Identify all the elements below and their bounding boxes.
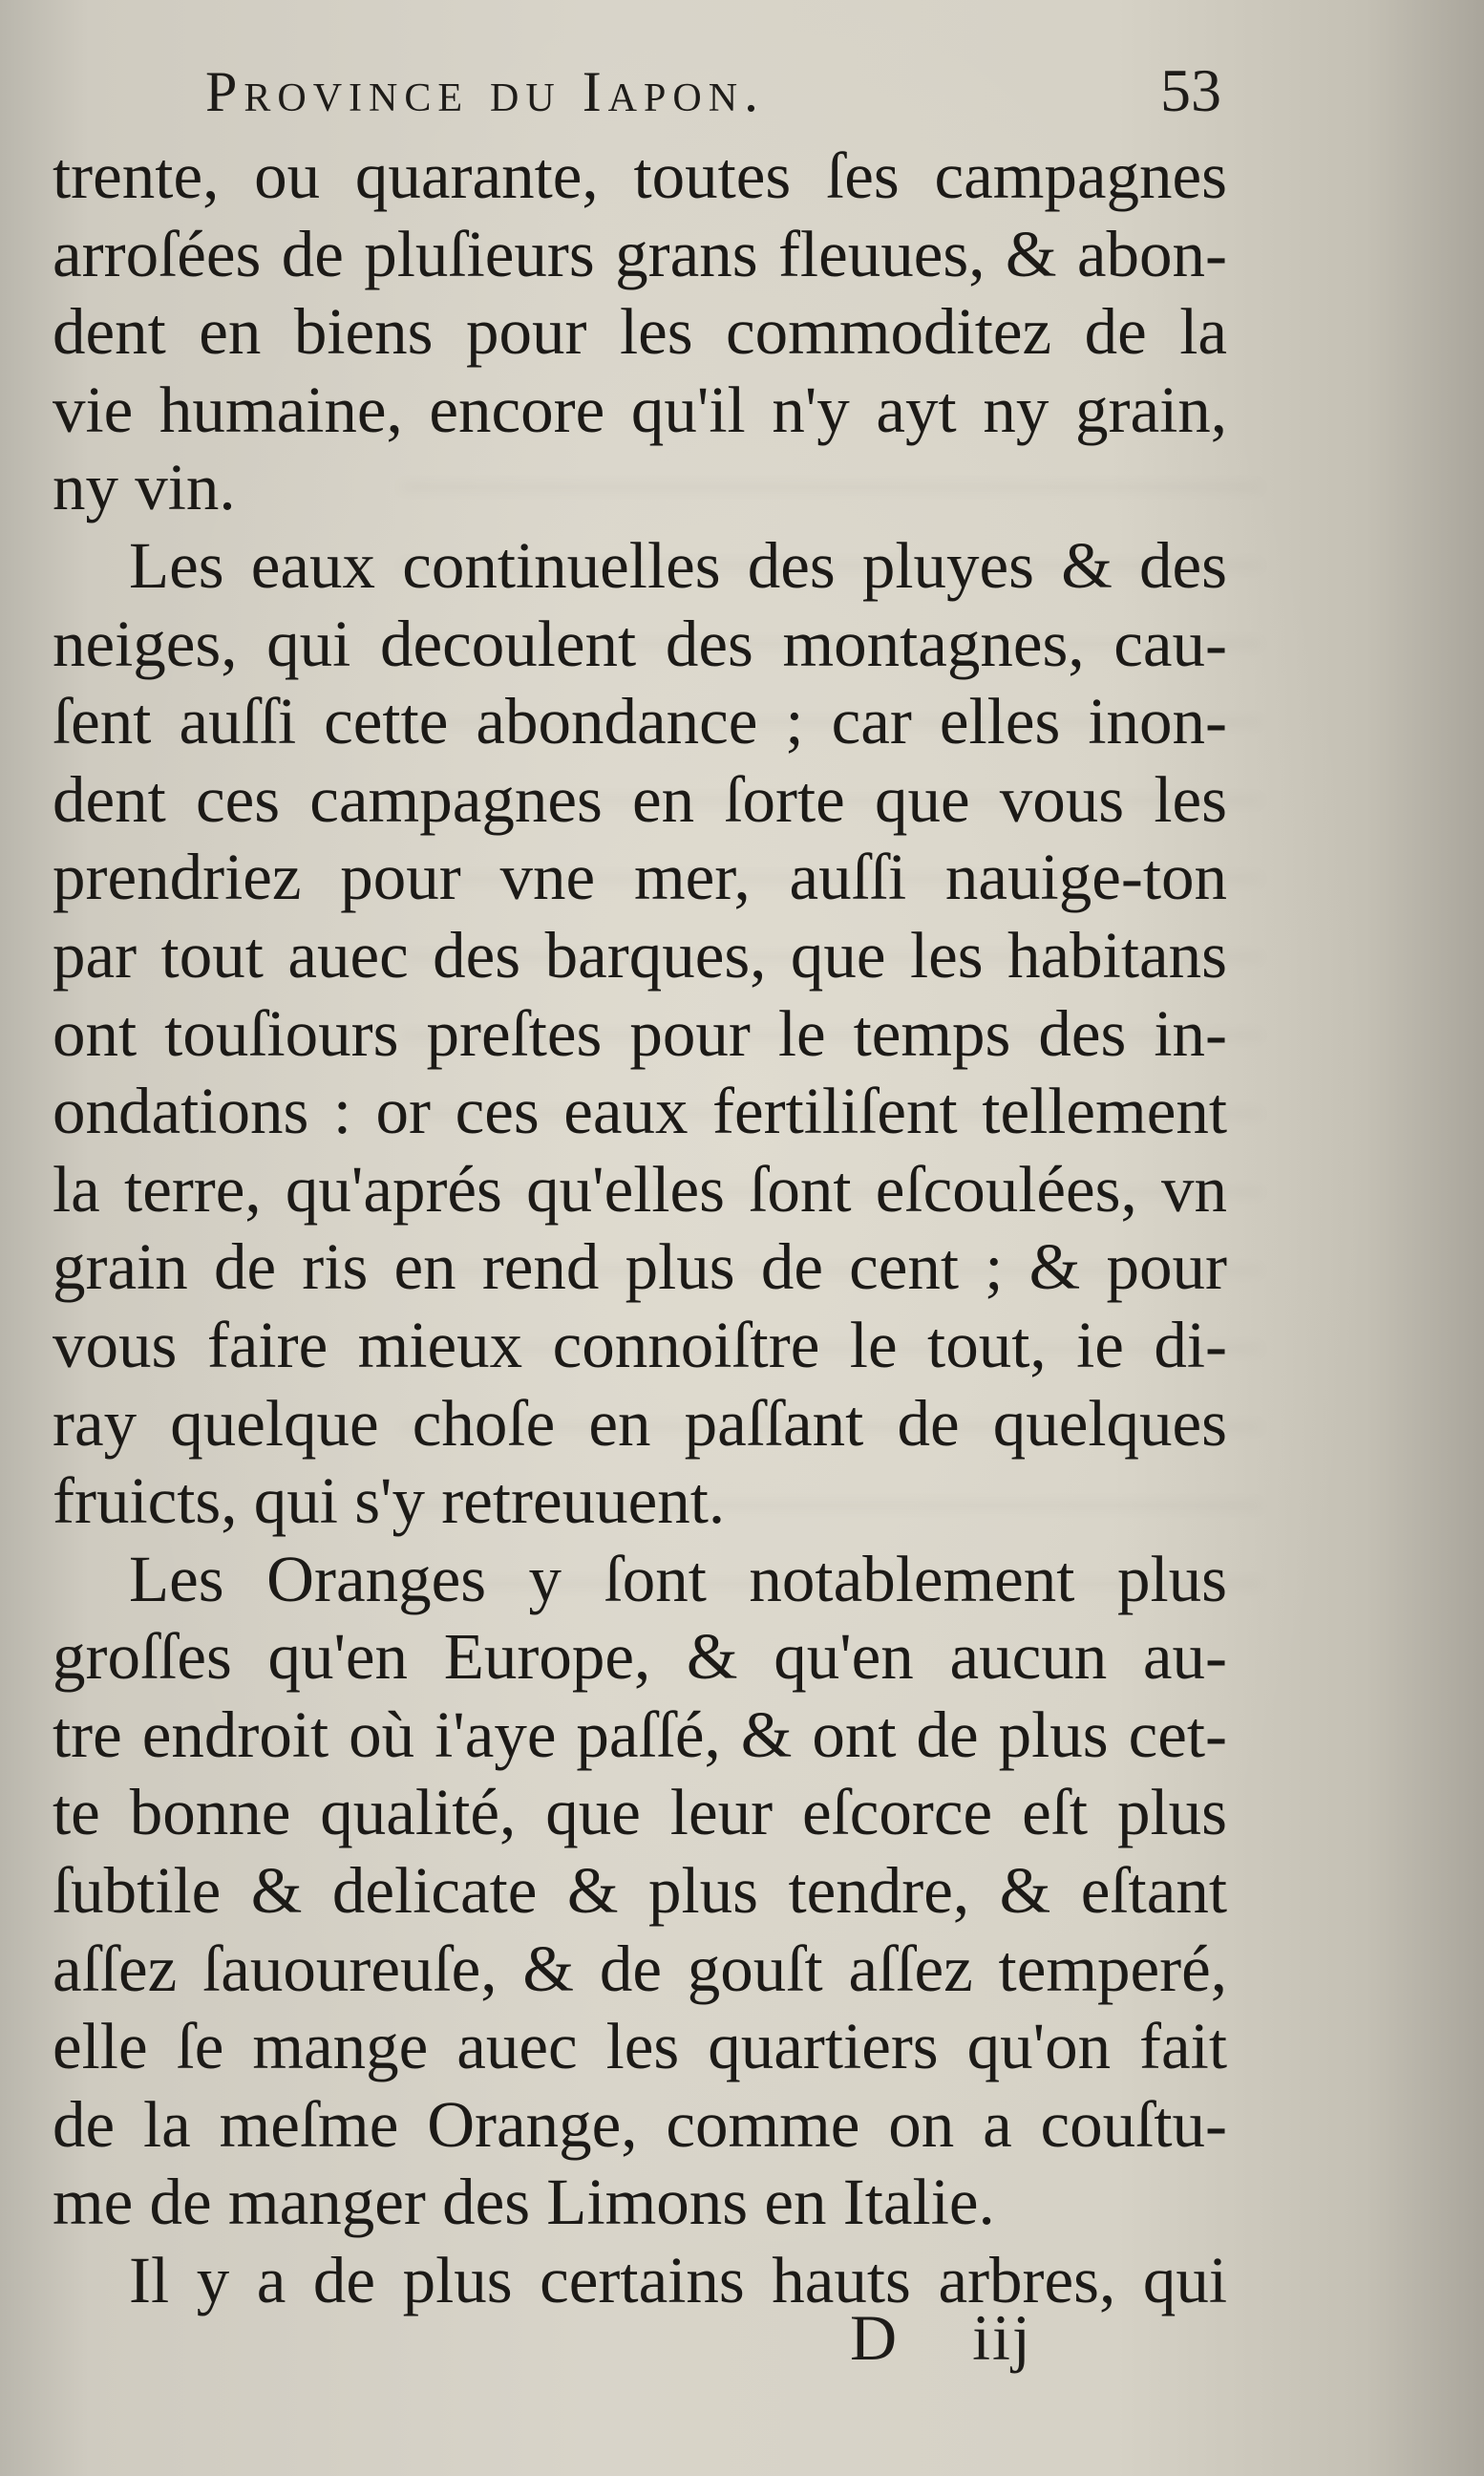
running-title: Province du Iapon. [205, 60, 766, 123]
text-line: ſent auſſi cette abondance ; car elles inon- [53, 685, 1227, 758]
text-line: la terre, qu'aprés qu'elles ſont eſcoulées, vn [53, 1152, 1227, 1226]
paragraph-start-line: Il y a de plus certains hauts arbres, qui [129, 2244, 1227, 2317]
text-line: de la meſme Orange, comme on a couſtu- [53, 2087, 1227, 2161]
paragraph-start-line: Les Oranges y ſont notablement plus [129, 1542, 1227, 1615]
text-line: neiges, qui decoulent des montagnes, cau- [53, 607, 1227, 680]
text-line: trente, ou quarante, toutes ſes campagnes [53, 139, 1227, 212]
page-number: 53 [1160, 56, 1221, 124]
text-line: ondations : or ces eaux fertiliſent tellement [53, 1075, 1227, 1148]
text-line: elle ſe mange auec les quartiers qu'on fait [53, 2010, 1227, 2083]
text-line: aſſez ſauoureuſe, & de gouſt aſſez temperé, [53, 1932, 1227, 2005]
text-line: te bonne qualité, que leur eſcorce eſt plus [53, 1776, 1227, 1849]
page-header [205, 56, 1256, 136]
text-line: arroſées de pluſieurs grans fleuues, & abon- [53, 217, 1227, 290]
text-line: me de manger des Limons en Italie. [53, 2166, 995, 2239]
text-line: vous faire mieux connoiſtre le tout, ie di- [53, 1308, 1227, 1381]
text-line: tre endroit où i'aye paſſé, & ont de plus cet- [53, 1697, 1227, 1771]
text-line: ny vin. [53, 451, 236, 524]
paragraph-start-line: Les eaux continuelles des pluyes & des [129, 528, 1227, 602]
body-text [53, 138, 1227, 2320]
text-line: ſubtile & delicate & plus tendre, & eſtant [53, 1854, 1227, 1928]
leaf-number: iij [972, 2301, 1032, 2374]
text-line: dent ces campagnes en ſorte que vous les [53, 762, 1227, 836]
text-line: ray quelque choſe en paſſant de quelques [53, 1386, 1227, 1460]
text-line: par tout auec des barques, que les habitans [53, 918, 1227, 992]
page-footer [850, 2300, 1032, 2376]
text-line: fruicts, qui s'y retreuuent. [53, 1464, 726, 1538]
text-line: vie humaine, encore qu'il n'y ayt ny grain, [53, 373, 1227, 446]
text-line: prendriez pour vne mer, auſſi nauige-ton [53, 841, 1227, 914]
text-line: ont touſiours preſtes pour le temps des in- [53, 996, 1227, 1070]
text-line: grain de ris en rend plus de cent ; & pour [53, 1230, 1227, 1304]
text-line: dent en biens pour les commoditez de la [53, 295, 1227, 369]
text-line: groſſes qu'en Europe, & qu'en aucun au- [53, 1620, 1227, 1694]
signature-mark: D [850, 2301, 900, 2374]
